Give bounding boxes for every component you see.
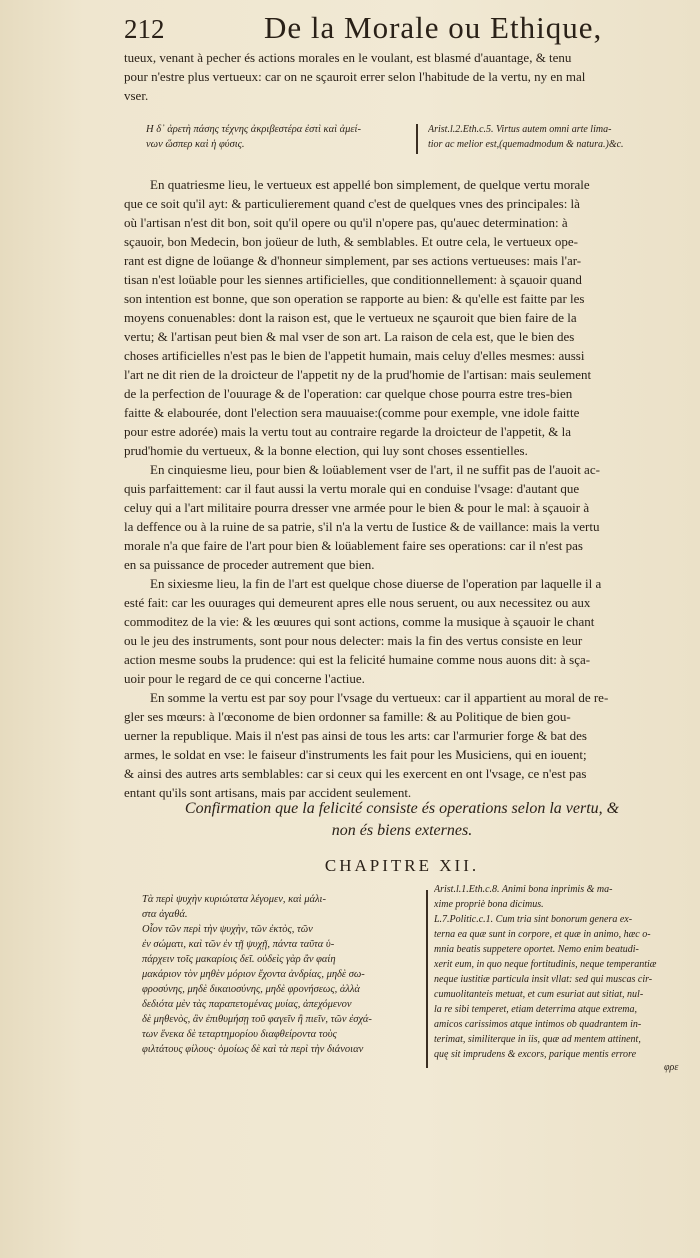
greek-line: δὲ μηθενὸς, ἂν ἐπιθυμήσῃ τοῦ φαγεῖν ἢ πιεῖν, τῶν ἐσχά- (142, 1014, 372, 1025)
latin-line: terimat, similiterque in iis, quæ ad mentem attinent, (434, 1034, 641, 1045)
page-header (124, 10, 676, 46)
text-line: En cinquiesme lieu, pour bien & loüablement vser de l'art, il ne suffit pas de l'auoit ac- (150, 462, 600, 477)
latin-line: cumuolitanteis metuat, et cum esuriat aut sitiat, nul- (434, 989, 644, 1000)
text-line: prud'homie du vertueux, & la bonne election, qui luy sont choses essentielles. (124, 443, 528, 458)
greek-line: νων ὥσπερ καὶ ἡ φύσις. (146, 139, 245, 150)
latin-line: neque iustitiæ particula insit vllat: sed qui muscas cir- (434, 974, 653, 985)
text-line: vertu; & l'artisan peut bien & mal vser de son art. La raison de cela est, que le bien des (124, 329, 575, 344)
greek-line: των ἕνεκα δὲ τεταρτημορίου διαφθείροντα τοὺς (142, 1029, 337, 1040)
text-line: pour n'estre plus vertueux: car on ne sçauroit errer selon l'habitude de la vertu, ny en mal (124, 69, 586, 84)
text-line: choses artificielles n'est pas le bien de l'appetit humain, mais celuy d'elles mesmes: aussi (124, 348, 585, 363)
greek-line: Οἷον τῶν περὶ τὴν ψυχὴν, τῶν ἐκτὸς, τῶν (142, 924, 313, 935)
text-line: commoditez de la vie: & les œuures qui sont actions, comme la musique à sçauoir le chant (124, 614, 595, 629)
quote-divider (426, 890, 428, 1068)
text-line: faitte & elabourée, dont l'election sera mauuaise:(comme pour exemple, vne idole faitte (124, 405, 580, 420)
greek-line: φιλτάτους φίλους· ὁμοίως δὲ καὶ τὰ περὶ τὴν διάνοιαν (142, 1044, 364, 1055)
text-line: En sixiesme lieu, la fin de l'art est quelque chose diuerse de l'operation par laquelle il a (150, 576, 602, 591)
catchword: φρε (664, 1062, 679, 1073)
text-line: En somme la vertu est par soy pour l'vsage du vertueux: car il appartient au moral de re- (150, 690, 609, 705)
section-heading-line: Confirmation que la felicité consiste és operations selon la vertu, & (184, 800, 620, 817)
latin-line: la re sibi temperet, etiam deterrima atque extrema, (434, 1004, 638, 1015)
latin-line: Arist.l.1.Eth.c.8. Animi bona inprimis & ma- (434, 884, 613, 895)
greek-line: ἐν σώματι, καὶ τῶν ἐν τῇ ψυχῇ, πάντα ταῦτα ὑ- (142, 939, 335, 950)
text-line: ou le jeu des instruments, sont pour nous delecter: mais la fin des vertus consiste en leur (124, 633, 583, 648)
intro-paragraph (124, 48, 680, 105)
text-line: armes, le soldat en vse: le faiseur d'instruments les fait pour les Musiciens, qui en iouent; (124, 747, 587, 762)
paragraph-quatriesme (124, 175, 680, 802)
text-line: tisan n'est loüable pour les siennes artificielles, que conditionnellement: à sçauoir quand (124, 272, 582, 287)
text-line: & ainsi des autres arts semblables: car si ceux qui les exercent en ont l'vsage, ce n'est pas (124, 766, 587, 781)
text-line: En quatriesme lieu, le vertueux est appellé bon simplement, de quelque vertu morale (150, 177, 590, 192)
greek-line: στα ἀγαθά. (142, 909, 188, 920)
latin-quote-2 (434, 882, 682, 1062)
text-line: moyens conuenables: dont la raison est, que le vertueux ne sçauroit que bien faire de la (124, 310, 577, 325)
text-line: pour estre adorée) mais la vertu tout au contraire regarde la droicteur de l'appetit, & la (124, 424, 572, 439)
text-line: la deffence ou à la ruine de sa patrie, s'il n'a la vertu de Iustice & de vaillance: mais la vertu (124, 519, 600, 534)
latin-line: xime propriè bona dicimus. (434, 899, 544, 910)
latin-line: xerit eum, in quo neque fortitudinis, neque temperantiæ (434, 959, 657, 970)
greek-line: πάρχειν τοῖς μακαρίοις δεῖ. οὐδεὶς γὰρ ἂν φαίη (142, 954, 336, 965)
text-line: esté fait: car les ouurages qui demeurent apres elle nous seruent, ou aux necessitez ou aux (124, 595, 591, 610)
latin-line: Arist.l.2.Eth.c.5. Virtus autem omni arte lima- (428, 124, 612, 135)
text-line: tueux, venant à pecher és actions morales en le voulant, est blasmé d'auantage, & tenu (124, 50, 572, 65)
quote-divider (416, 124, 418, 154)
text-line: gler ses mœurs: à l'œconome de bien ordonner sa famille: & au Politique de bien gou- (124, 709, 571, 724)
greek-line: Η δ᾽ ἀρετὴ πάσης τέχνης ἀκριβεστέρα ἐστὶ καὶ ἀμεί- (146, 124, 361, 135)
latin-line: mnia beatis suppetere oportet. Nemo enim beatudi- (434, 944, 639, 955)
page-number: 212 (124, 14, 165, 44)
section-heading-line: non és biens externes. (331, 822, 473, 839)
text-line: morale n'a que faire de l'art pour bien & loüablement faire ses operations: car il n'est pas (124, 538, 583, 553)
text-line: celuy qui a l'art militaire pourra dresser vne armée pour le bien & pour le mal: à sçauoir à (124, 500, 590, 515)
greek-line: Τὰ περὶ ψυχὴν κυριώτατα λέγομεν, καὶ μάλι- (142, 894, 326, 905)
text-line: rant est digne de loüange & d'honneur simplement, par ses actions vertueuses: mais l'ar- (124, 253, 582, 268)
text-line: que ce soit qu'il ayt: & particulierement quand c'est de quelques vnes des principales: là (124, 196, 580, 211)
latin-line: amicos carissimos atque intimos ob quadrantem in- (434, 1019, 642, 1030)
text-line: vser. (124, 88, 149, 103)
text-line: uerner la republique. Mais il n'est pas ainsi de tous les arts: car l'armurier forge & bat des (124, 728, 587, 743)
text-line: l'art ne dit rien de la droicteur de l'appetit ny de la prud'homie de l'artisan: mais seulement (124, 367, 592, 382)
text-line: où l'artisan n'est dit bon, soit qu'il opere ou qu'il n'opere pas, qu'auec determination: à (124, 215, 568, 230)
text-line: entant qu'ils sont artisans, mais par accident seulement. (124, 785, 412, 800)
latin-line: quę sit imprudens & excors, parique mentis errore (434, 1049, 637, 1060)
latin-line: L.7.Politic.c.1. Cum tria sint bonorum genera ex- (434, 914, 633, 925)
running-title: De la Morale ou Ethique, (264, 10, 603, 45)
section-heading (124, 798, 680, 842)
text-line: action mesme soubs la prudence: qui est la felicité humaine comme nous auons dit: à sça- (124, 652, 591, 667)
text-line: quis parfaittement: car il faut aussi la vertu morale qui en conduise l'vsage: d'autant que (124, 481, 580, 496)
text-line: en sa puissance de proceder autrement que bien. (124, 557, 375, 572)
greek-line: φροσύνης, μηδὲ δικαιοσύνης, μηδὲ φρονήσεως, ἀλλὰ (142, 984, 360, 995)
latin-line: terna ea quæ sunt in corpore, et quæ in animo, hæc o- (434, 929, 651, 940)
text-line: uoir pour le regard de ce qui concerne l'actiue. (124, 671, 365, 686)
greek-line: δεδιότα μὲν τὰς παραπετομένας μυίας, ἀπεχόμενον (142, 999, 352, 1010)
greek-line: μακάριον τὸν μηθὲν μόριον ἔχοντα ἀνδρίας, μηδὲ σω- (142, 969, 365, 980)
latin-quote-1 (428, 122, 680, 152)
text-line: son intention est bonne, que son operation se rapporte au bien: & qu'elle est faitte par les (124, 291, 585, 306)
text-line: sçauoir, bon Medecin, bon joüeur de luth, & semblables. Et outre cela, le vertueux ope- (124, 234, 578, 249)
greek-quote-2 (142, 892, 416, 1057)
chapter-title: CHAPITRE XII. (324, 856, 480, 875)
greek-quote-1 (146, 122, 408, 152)
text-line: de la perfection de l'ouurage & de l'operation: car quelque chose pourra estre tres-bien (124, 386, 573, 401)
latin-line: tior ac melior est,(quemadmodum & natura.)&c. (428, 139, 624, 150)
